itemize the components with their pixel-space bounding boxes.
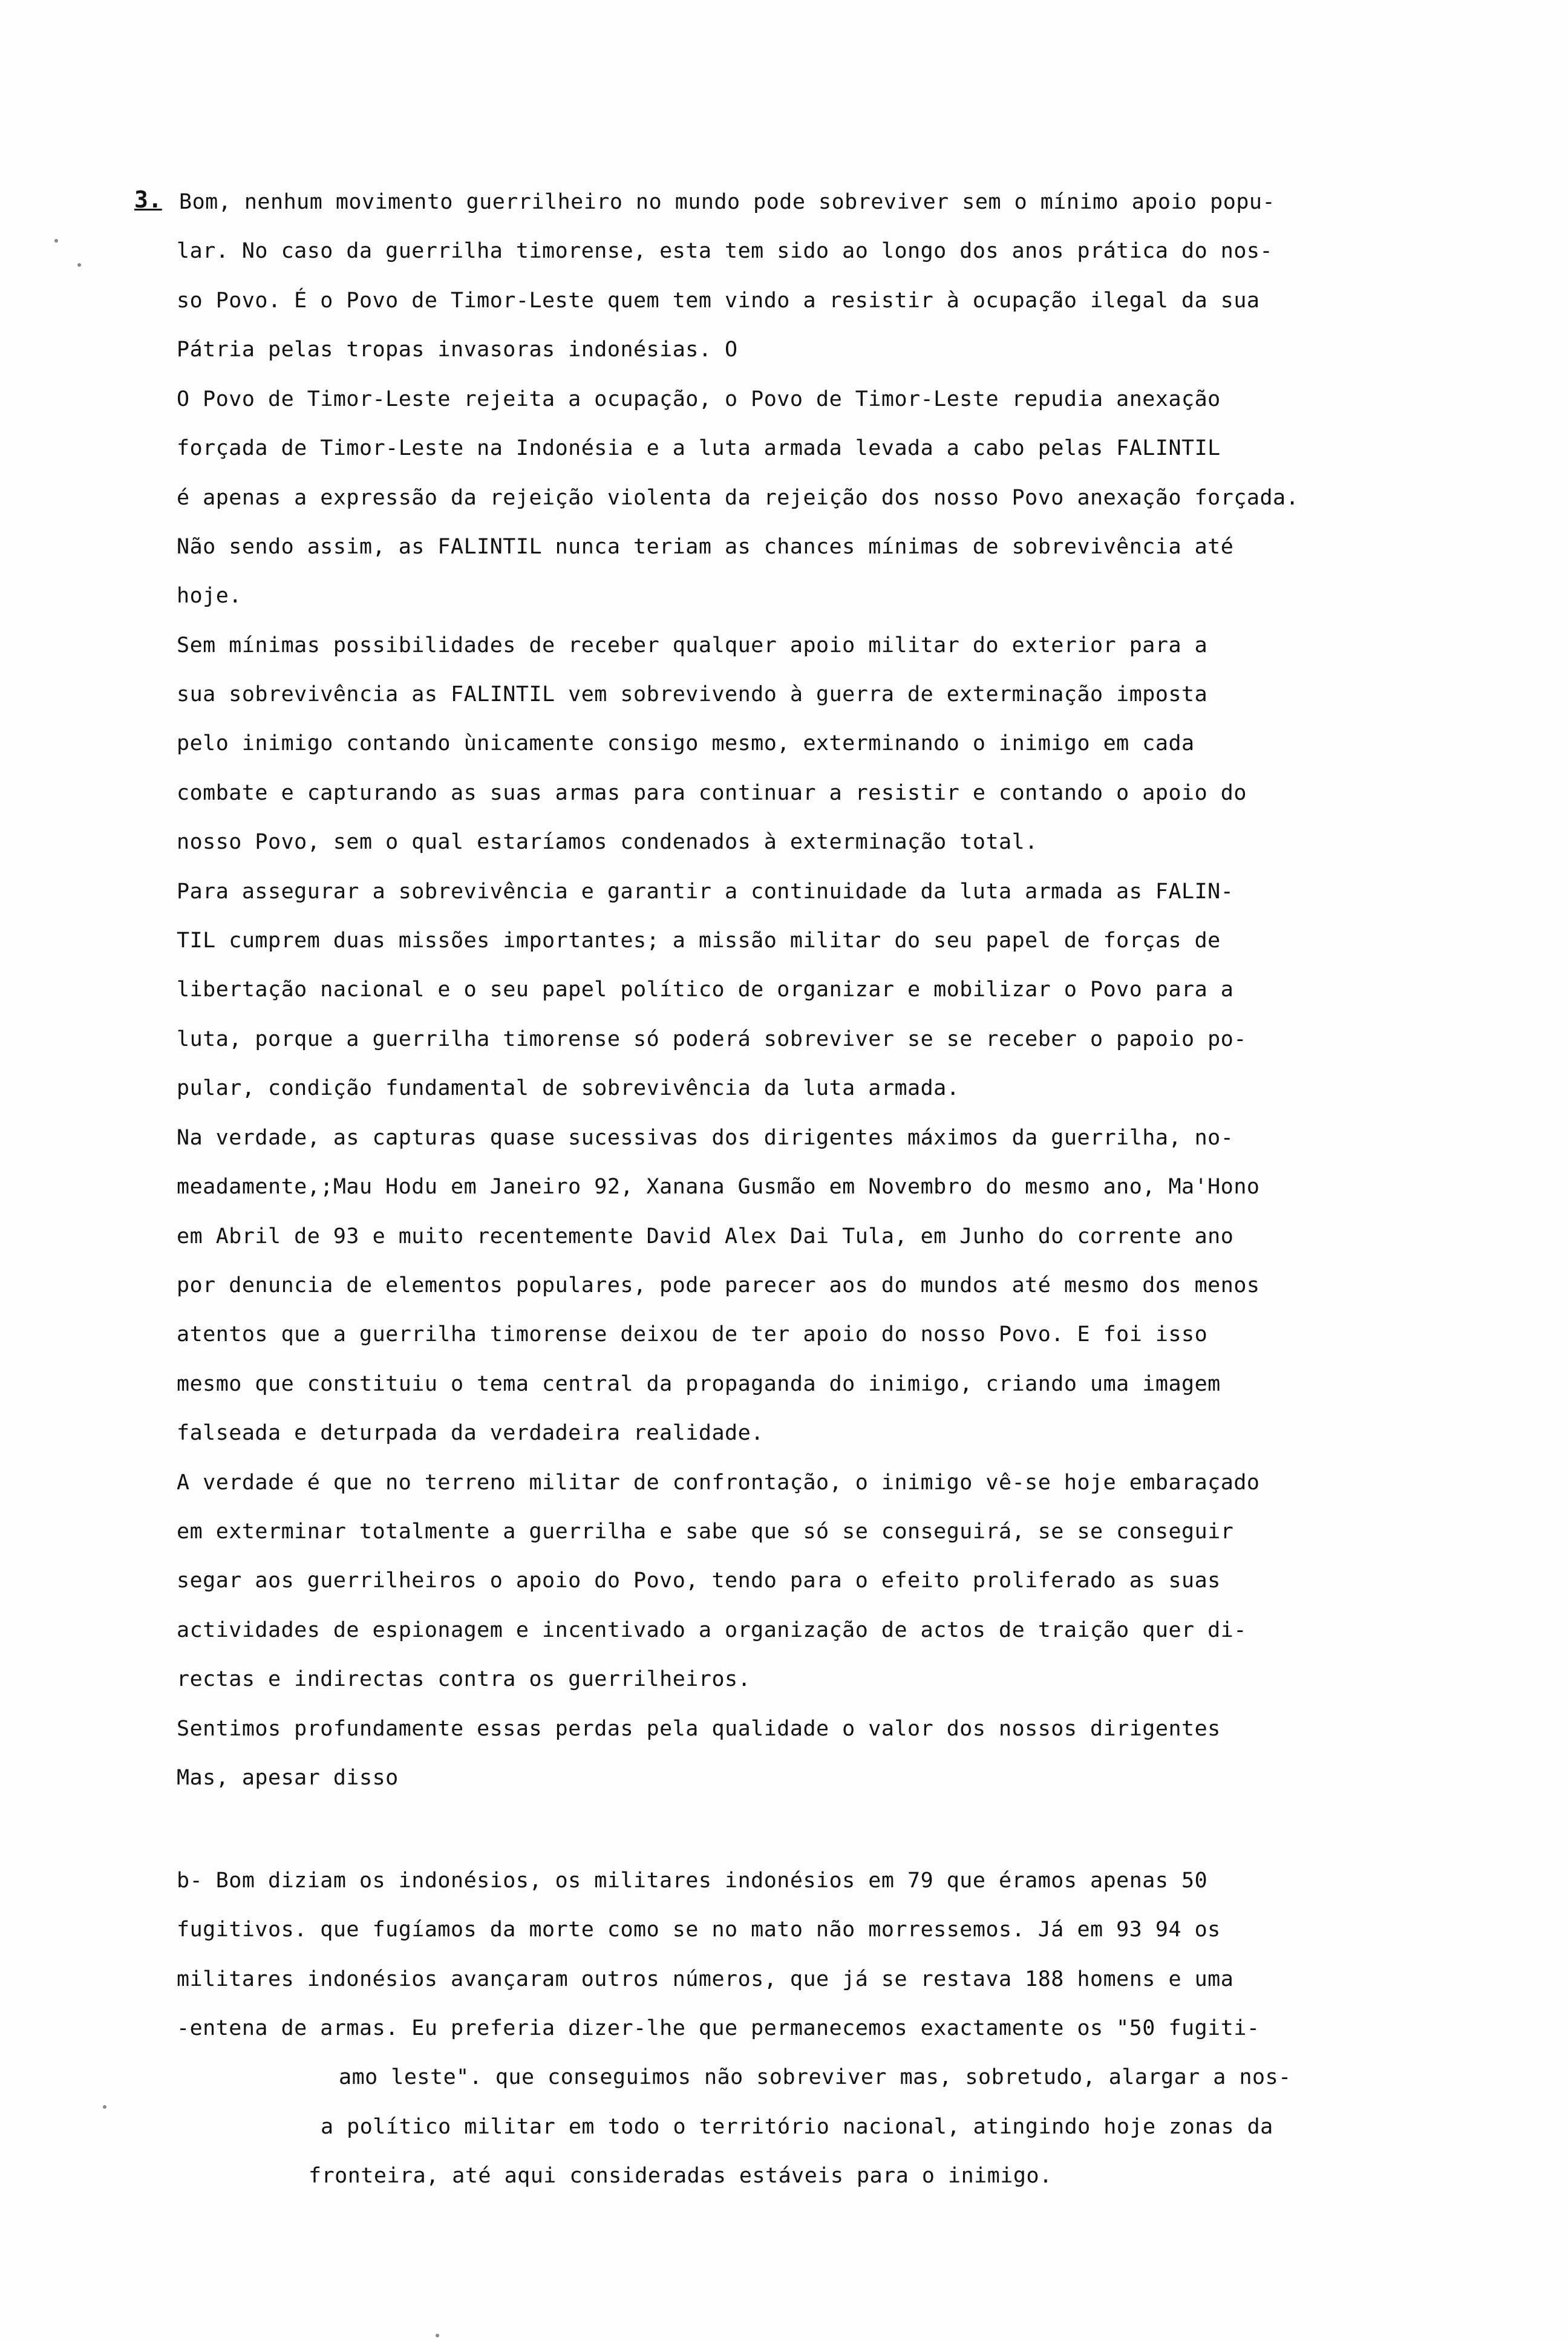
text-line: combate e capturando as suas armas para continuar a resistir e contando o apoio do [177, 781, 1247, 805]
text-line: Sem mínimas possibilidades de receber qualquer apoio militar do exterior para a [177, 633, 1208, 658]
text-line: A verdade é que no terreno militar de confrontação, o inimigo vê-se hoje embaraçado [177, 1471, 1260, 1495]
text-line: em exterminar totalmente a guerrilha e sabe que só se conseguirá, se se conseguir [177, 1520, 1234, 1544]
text-line: em Abril de 93 e muito recentemente David Alex Dai Tula, em Junho do corrente ano [177, 1224, 1234, 1249]
text-line: forçada de Timor-Leste na Indonésia e a luta armada levada a cabo pelas FALINTIL [177, 436, 1221, 460]
text-line: amo leste". que conseguimos não sobreviver mas, sobretudo, alargar a nos- [339, 2065, 1292, 2089]
text-line: O Povo de Timor-Leste rejeita a ocupação, o Povo de Timor-Leste repudia anexação [177, 387, 1221, 411]
text-line: lar. No caso da guerrilha timorense, esta tem sido ao longo dos anos prática do nos- [177, 239, 1273, 263]
text-line: Não sendo assim, as FALINTIL nunca teriam as chances mínimas de sobrevivência até [177, 535, 1234, 559]
text-line: meadamente,;Mau Hodu em Janeiro 92, Xanana Gusmão em Novembro do mesmo ano, Ma'Hono [177, 1175, 1260, 1199]
text-line: fronteira, até aqui consideradas estáveis para o inimigo. [309, 2164, 1053, 2188]
scan-speck [103, 2105, 106, 2109]
text-line: militares indonésios avançaram outros números, que já se restava 188 homens e uma [177, 1967, 1234, 1991]
text-line: fugitivos. que fugíamos da morte como se no mato não morressemos. Já em 93 94 os [177, 1918, 1221, 1942]
text-line: Para assegurar a sobrevivência e garantir a continuidade da luta armada as FALIN- [177, 880, 1234, 904]
text-line: hoje. [177, 584, 242, 608]
text-line: falseada e deturpada da verdadeira realidade. [177, 1421, 764, 1445]
text-line: mesmo que constituiu o tema central da propaganda do inimigo, criando uma imagem [177, 1372, 1221, 1396]
text-line: actividades de espionagem e incentivado a organização de actos de traição quer di- [177, 1618, 1247, 1642]
text-line: b- Bom diziam os indonésios, os militares indonésios em 79 que éramos apenas 50 [177, 1869, 1208, 1893]
text-line: libertação nacional e o seu papel político de organizar e mobilizar o Povo para a [177, 978, 1234, 1002]
text-line: pelo inimigo contando ùnicamente consigo mesmo, exterminando o inimigo em cada [177, 731, 1195, 756]
text-line: Sentimos profundamente essas perdas pela qualidade o valor dos nossos dirigentes [177, 1717, 1221, 1741]
text-line: TIL cumprem duas missões importantes; a missão militar do seu papel de forças de [177, 929, 1221, 953]
text-line: segar aos guerrilheiros o apoio do Povo, tendo para o efeito proliferado as suas [177, 1569, 1221, 1593]
text-line: é apenas a expressão da rejeição violenta da rejeição dos nosso Povo anexação forçada. [177, 486, 1299, 510]
item-number: 3. [134, 186, 162, 213]
text-line: Na verdade, as capturas quase sucessivas dos dirigentes máximos da guerrilha, no- [177, 1126, 1234, 1150]
scan-speck [54, 239, 58, 243]
text-line: a político militar em todo o território nacional, atingindo hoje zonas da [321, 2115, 1273, 2139]
text-line: nosso Povo, sem o qual estaríamos condenados à exterminação total. [177, 830, 1038, 854]
text-line: pular, condição fundamental de sobrevivência da luta armada. [177, 1076, 960, 1100]
text-line: Bom, nenhum movimento guerrilheiro no mundo pode sobreviver sem o mínimo apoio popu- [179, 190, 1276, 214]
text-line: Mas, apesar disso [177, 1766, 399, 1790]
text-line: Pátria pelas tropas invasoras indonésias. O [177, 338, 738, 362]
text-line: so Povo. É o Povo de Timor-Leste quem tem vindo a resistir à ocupação ilegal da sua [177, 289, 1260, 313]
text-line: luta, porque a guerrilha timorense só poderá sobreviver se se receber o papoio po- [177, 1027, 1247, 1051]
text-line: atentos que a guerrilha timorense deixou de ter apoio do nosso Povo. E foi isso [177, 1322, 1208, 1347]
text-line: sua sobrevivência as FALINTIL vem sobrevivendo à guerra de exterminação imposta [177, 682, 1208, 707]
scan-speck [436, 2334, 439, 2337]
text-line: rectas e indirectas contra os guerrilheiros. [177, 1667, 751, 1691]
scan-speck [77, 263, 81, 267]
text-line: por denuncia de elementos populares, pode parecer aos do mundos até mesmo dos menos [177, 1273, 1260, 1298]
text-line: -entena de armas. Eu preferia dizer-lhe que permanecemos exactamente os "50 fugiti- [177, 2016, 1260, 2040]
